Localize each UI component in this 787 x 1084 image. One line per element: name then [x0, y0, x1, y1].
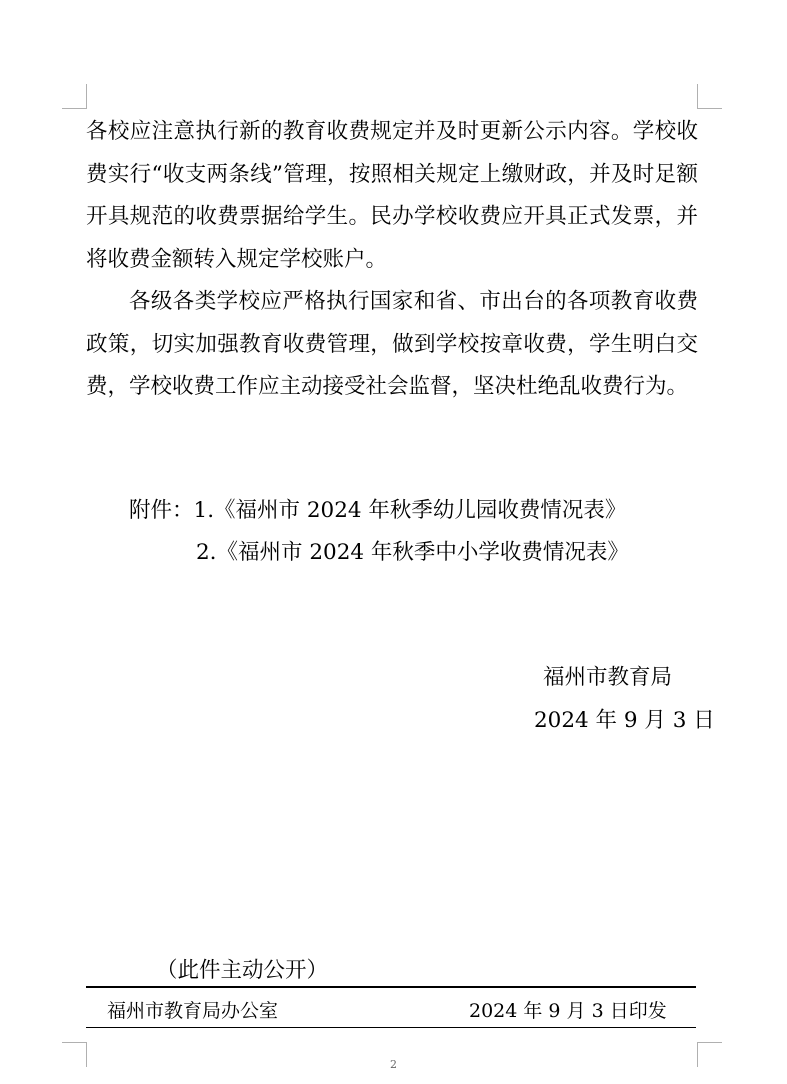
footer-issue-date: 2024 年 9 月 3 日印发	[469, 1000, 667, 1022]
body-paragraph-fee-disclosure: 各校应注意执行新的教育收费规定并及时更新公示内容。学校收费实行“收支两条线”管理，按照相关规定上缴财政，并及时足额开具规范的收费票据给学生。民办学校收费应开具正式发票，并将收费金额转入规定学校账户。	[86, 119, 698, 272]
footer-rule-bottom	[86, 1027, 696, 1028]
signature-date: 2024 年 9 月 3 日	[534, 708, 715, 733]
attachment-item-2	[196, 538, 629, 568]
signature-organization: 福州市教育局	[543, 665, 673, 690]
attachment-item-2-text: 2.《福州市 2024 年秋季中小学收费情况表》	[196, 540, 629, 565]
body-paragraph-fee-policy: 各级各类学校应严格执行国家和省、市出台的各项教育收费政策，切实加强教育收费管理，做到学校按章收费，学生明白交费，学校收费工作应主动接受社会监督，坚决杜绝乱收费行为。	[86, 289, 698, 399]
footer-rule-top	[86, 986, 696, 988]
public-disclosure-note: （此件主动公开）	[156, 958, 329, 983]
crop-mark-top-right	[697, 84, 722, 109]
attachment-item-1-text: 1.《福州市 2024 年秋季幼儿园收费情况表》	[193, 498, 627, 523]
footer-issuer: 福州市教育局办公室	[107, 1000, 279, 1022]
crop-mark-top-left	[62, 84, 87, 109]
attachment-item-1	[129, 496, 626, 526]
page-number: 2	[390, 1058, 397, 1071]
attachments-label: 附件：	[129, 498, 194, 523]
